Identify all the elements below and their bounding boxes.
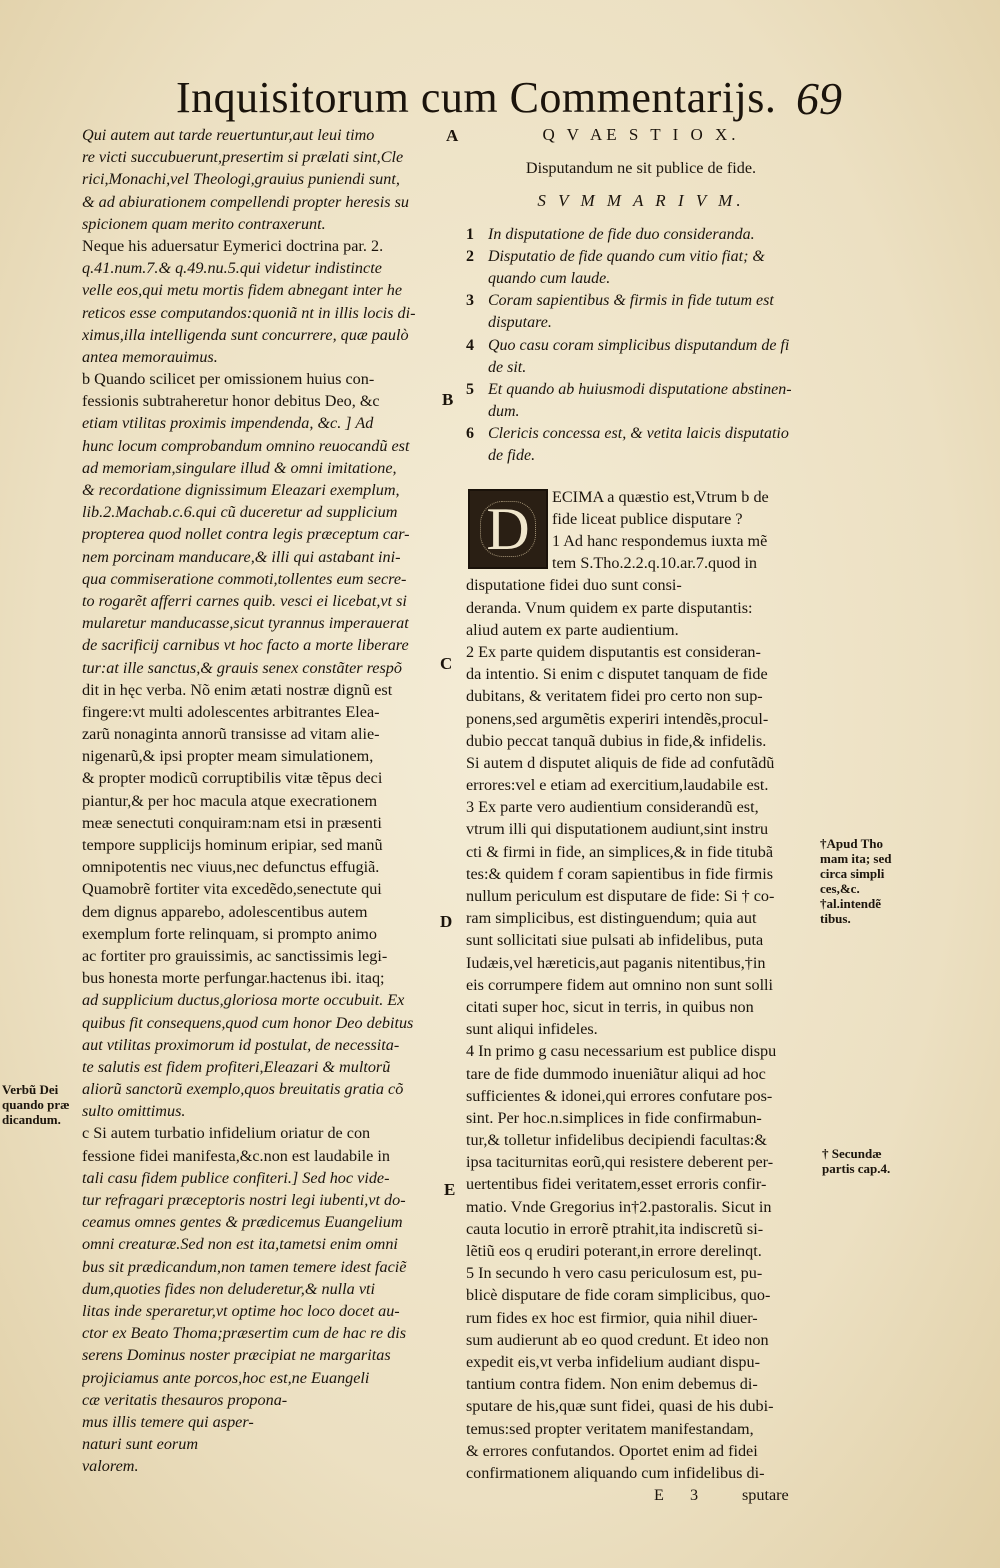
text-line: 4 In primo g casu necessarium est publice dispu — [466, 1042, 777, 1061]
text-line: valorem. — [82, 1457, 139, 1476]
text-line: omnipotentis nec viuus,nec defunctus effugiã. — [82, 858, 380, 877]
right-column — [466, 124, 816, 1506]
text-line: ECIMA a quæstio est,Vtrum b de — [552, 487, 769, 506]
text-line: tur refragari præceptoris nostri legi iubenti,vt do- — [82, 1191, 406, 1209]
text-line: projiciamus ante porcos,hoc est,ne Euangeli — [82, 1368, 370, 1387]
summary-item — [466, 335, 816, 357]
question-body — [466, 574, 816, 1484]
text-line: ac fortiter pro grauissimis, ac sanctissimis legi- — [82, 946, 388, 965]
text-line: nullum periculum est disputare de fide: Si † co- — [466, 887, 775, 905]
text-line: aliud autem ex parte audientium. — [466, 620, 679, 639]
text-line: aut vtilitas proximorum id postulat, de necessita- — [82, 1035, 400, 1054]
text-line: velle eos,qui metu mortis fidem abnegant inter he — [82, 281, 403, 300]
text-line: blicè disputare de fide coram simplicibus, quo- — [466, 1286, 771, 1305]
text-line: ponens,sed argumẽtis experiri intendẽs,procul- — [466, 709, 769, 728]
catchline — [466, 1484, 816, 1506]
text-line: ad supplicium ductus,gloriosa morte occubuit. Ex — [82, 991, 405, 1010]
opening-paragraph — [466, 486, 816, 575]
summary-item — [466, 445, 816, 467]
summary-text: Coram sapientibus & firmis in fide tutum est — [488, 292, 774, 310]
gutter-letter-d: D — [440, 912, 453, 931]
margin-note-line: †Apud Tho — [820, 836, 883, 851]
text-line: cauta locutio in errorẽ ptrahit,ita indiscretũ si- — [466, 1219, 764, 1238]
gutter-letter-a: A — [446, 126, 459, 145]
summary-number: 6 — [466, 425, 474, 443]
summary-item — [466, 401, 816, 423]
margin-note-line: circa simpli — [820, 866, 885, 881]
text-line: ctor ex Beato Thoma;præsertim cum de hac re dis — [82, 1324, 406, 1343]
summary-number: 4 — [466, 336, 474, 354]
text-line: confirmationem aliquando cum infidelibus di- — [466, 1463, 765, 1482]
text-line: tur:at ille sanctus,& grauis senex constãter respõ — [82, 658, 402, 677]
text-line: & recordatione dignissimum Eleazari exemplum, — [82, 481, 400, 499]
text-line: dem dignus apparebo, adolescentibus autem — [82, 902, 368, 921]
margin-note-line: mam ita; sed — [820, 851, 892, 866]
text-line: fide liceat publice disputare ? — [552, 509, 743, 528]
text-line: ad memoriam,singulare illud & omni imitatione, — [82, 458, 397, 477]
text-line: propterea quod nollet contra legis præceptum car- — [82, 525, 410, 544]
text-line: spicionem quam merito contraxerunt. — [82, 214, 326, 233]
text-line: & errores confutandos. Oportet enim ad fidei — [466, 1441, 758, 1460]
text-line: hunc locum comprobandum omnino reuocandũ est — [82, 436, 410, 455]
text-line: zarũ nonaginta annorũ transisse ad vitam alie- — [82, 725, 380, 744]
text-line: sunt aliqui infideles. — [466, 1020, 598, 1039]
text-line: 2 Ex parte quidem disputantis est consideran- — [466, 642, 761, 661]
text-line: etiam vtilitas proximis impendenda, &c. ] Ad — [82, 414, 374, 433]
summary-heading: S V M M A R I V M. — [537, 191, 745, 211]
text-line: tantium contra fidem. Non enim debemus di- — [466, 1375, 758, 1394]
text-line: sum audierunt ab eo quod credunt. Et ideo non — [466, 1330, 769, 1349]
text-line: dit in hęc verba. Nõ enim ætati nostræ dignũ est — [82, 680, 393, 699]
summary-item — [466, 379, 816, 401]
margin-note-left — [2, 1082, 70, 1127]
text-line: matio. Vnde Gregorius in†2.pastoralis. Sicut in — [466, 1197, 772, 1216]
summary-text: Quo casu coram simplicibus disputandum de fi — [488, 336, 790, 354]
text-line: da intentio. Si enim c disputet tanquam de fide — [466, 665, 768, 684]
text-line: & propter modicũ corruptibilis vitæ tẽpus deci — [82, 769, 383, 788]
text-line: c Si autem turbatio infidelium oriatur de con — [82, 1124, 371, 1143]
text-line: temus:sed propter veritatem manifestandam, — [466, 1419, 754, 1438]
decorated-initial: D — [468, 489, 548, 569]
text-line: naturi sunt eorum — [82, 1435, 199, 1454]
text-line: aliorũ sanctorũ exemplo,quos breuitatis gratia cõ — [82, 1080, 404, 1099]
summary-number: 1 — [466, 225, 474, 243]
summary-item — [466, 312, 816, 334]
summary-text: Et quando ab huiusmodi disputatione abstinen- — [488, 380, 792, 398]
text-line: ximus,illa intelligenda sunt concurrere, quæ paulò — [82, 325, 409, 344]
text-line: sunt sollicitati siue pulsati ab infidelibus, puta — [466, 931, 764, 950]
text-line: quibus fit consequens,quod cum honor Deo debitus — [82, 1013, 414, 1032]
margin-note-right-2 — [822, 1146, 890, 1176]
text-line: sputare de his,quæ sunt fidei, quasi de his dubi- — [466, 1397, 774, 1416]
summary-text: de fide. — [488, 447, 536, 465]
text-line: re victi succubuerunt,presertim si prælati sint,Cle — [82, 148, 404, 167]
text-line: to rogarẽt afferri carnes quib. vesci ei licebat,vt si — [82, 591, 407, 610]
text-line: nigenarũ,& ipsi propter meam simulationem, — [82, 747, 374, 766]
question-title: Disputandum ne sit publice de fide. — [525, 159, 757, 178]
summary-list — [466, 224, 816, 468]
text-line: bus honesta morte perfungar.hactenus ibi. itaq; — [82, 969, 385, 988]
text-line: citati super hoc, sicut in terris, in quibus non — [466, 997, 754, 1016]
text-line: Qui autem aut tarde reuertuntur,aut leui timo — [82, 126, 375, 144]
summary-text: disputare. — [488, 314, 552, 332]
text-line: tem S.Tho.2.2.q.10.ar.7.quod in — [552, 554, 758, 573]
text-line: uertentibus fidei veritatem,esset erroris confir- — [466, 1175, 767, 1194]
gutter-letter-e: E — [444, 1180, 456, 1199]
summary-text: Disputatio de fide quando cum vitio fiat; & — [488, 247, 765, 265]
text-line: eis corrumpere fidem aut omnino non sunt solli — [466, 975, 774, 994]
summary-text: In disputatione de fide duo consideranda. — [488, 225, 755, 243]
text-line: Iudæis,vel hæreticis,aut paganis nitentibus,†in — [466, 953, 766, 972]
text-line: sint. Per hoc.n.simplices in fide confirmabun- — [466, 1108, 762, 1127]
text-line: tur,& tolletur infidelibus decipiendi facultas:& — [466, 1131, 767, 1150]
text-line: 5 In secundo h vero casu periculosum est, pu- — [466, 1264, 763, 1283]
text-line: litas inde speraretur,vt optime hoc loco docet au- — [82, 1301, 400, 1320]
text-line: b Quando scilicet per omissionem huius con- — [82, 370, 375, 389]
text-line: meæ senectuti conquiram:nam etsi in præsenti — [82, 813, 382, 832]
text-line: 3 Ex parte vero audientium considerandũ est, — [466, 798, 759, 817]
text-line: mularetur manducasse,sicut tyrannus imperauerat — [82, 614, 409, 633]
text-line: errores:vel e etiam ad exercitium,laudabile est. — [466, 776, 769, 795]
page-number: 69 — [796, 73, 842, 124]
text-line: ipsa taciturnitas eorũ,qui resistere deberent per- — [466, 1153, 774, 1172]
text-line: fessione fidei manifesta,&c.non est laudabile in — [82, 1146, 390, 1165]
summary-number: 5 — [466, 380, 474, 398]
text-line: tare de fide dummodo inueniãtur aliqui ad hoc — [466, 1064, 766, 1083]
text-line: bus sit prædicandum,non tamen temere idest faciẽ — [82, 1257, 407, 1276]
summary-item — [466, 357, 816, 379]
margin-note-line: †al.intendẽ — [820, 896, 882, 911]
text-line: ceamus omnes gentes & prædicemus Euangelium — [82, 1213, 403, 1232]
text-line: & ad abiurationem compellendi propter heresis su — [82, 192, 410, 211]
text-line: antea memorauimus. — [82, 347, 218, 366]
text-line: serens Dominus noster præcipiat ne margaritas — [82, 1346, 391, 1365]
dropcap-lines — [552, 486, 816, 575]
text-line: lẽtiũ eos q erudiri poterant,in errore derelinqt. — [466, 1242, 762, 1260]
summary-item — [466, 290, 816, 312]
text-line: nem porcinam manducare,& illi qui astabant ini- — [82, 547, 401, 566]
margin-note-line: tibus. — [820, 911, 851, 926]
text-line: q.41.num.7.& q.49.nu.5.qui videtur indistincte — [82, 259, 382, 278]
text-line: cæ veritatis thesauros propona- — [82, 1390, 288, 1409]
text-line: te salutis est fidem profiteri,Eleazari & multorũ — [82, 1057, 391, 1076]
text-line: cti & firmi in fide, an simplices,& in fide titubã — [466, 842, 774, 861]
gutter-letter-c: C — [440, 654, 453, 673]
summary-text: Clericis concessa est, & vetita laicis disputatio — [488, 425, 789, 443]
text-line: mus illis temere qui asper- — [82, 1412, 254, 1431]
text-line: dum,quoties fides non deluderetur,& nulla vti — [82, 1279, 375, 1298]
summary-item — [466, 246, 816, 268]
margin-note-right-1 — [820, 836, 892, 926]
text-line: piantur,& per hoc macula atque execrationem — [82, 791, 378, 810]
margin-note-line: † Secundæ — [822, 1146, 882, 1161]
text-line: tes:& quidem f coram sapientibus in fide firmis — [466, 864, 774, 883]
text-line: qua commiseratione commoti,tollentes eum secre- — [82, 569, 407, 588]
margin-note-line: dicandum. — [2, 1112, 61, 1127]
summary-number: 2 — [466, 247, 474, 265]
margin-note-line: partis cap.4. — [822, 1161, 891, 1176]
text-line: sulto omittimus. — [82, 1102, 186, 1121]
summary-number: 3 — [466, 292, 474, 310]
text-line: dubio peccat tanquã dubius in fide,& infidelis. — [466, 731, 767, 750]
margin-note-line: ces,&c. — [820, 881, 860, 896]
text-line: Neque his aduersatur Eymerici doctrina par. 2. — [82, 236, 384, 255]
text-line: Quamobrẽ fortiter vita excedẽdo,senectute qui — [82, 880, 382, 899]
summary-item — [466, 423, 816, 445]
text-line: fessionis subtraheretur honor debitus Deo, &c — [82, 392, 380, 411]
gutter-letter-b: B — [442, 390, 454, 409]
signature-number: 3 — [690, 1486, 699, 1505]
text-line: disputatione fidei duo sunt consi- — [466, 576, 682, 595]
text-line: rum fides ex hoc est firmior, quia nihil diuer- — [466, 1308, 758, 1327]
margin-note-line: Verbũ Dei — [2, 1082, 59, 1097]
text-line: tempore supplicijs hominum eripiar, sed manũ — [82, 836, 383, 854]
text-line: de sacrificij carnibus vt hoc facto a morte liberare — [82, 636, 409, 655]
summary-item — [466, 268, 816, 290]
text-line: Si autem d disputet aliquis de fide ad confutãdũ — [466, 753, 775, 772]
text-line: lib.2.Machab.c.6.qui cũ duceretur ad supplicium — [82, 503, 398, 522]
text-line: 1 Ad hanc respondemus iuxta mẽ — [552, 532, 768, 550]
text-line: fingere:vt multi adolescentes arbitrantes Elea- — [82, 702, 380, 721]
text-line: exemplum forte relinquam, si prompto animo — [82, 924, 377, 943]
left-column — [82, 124, 446, 1477]
summary-text: quando cum laude. — [488, 269, 611, 287]
text-line: tali casu fidem publice confiteri.] Sed hoc vide- — [82, 1168, 390, 1187]
text-line: expedit eis,vt verba infidelium audiant dispu- — [466, 1352, 760, 1371]
signature-mark: E — [654, 1486, 664, 1505]
running-title: Inquisitorum cum Commentarijs. — [176, 73, 777, 122]
summary-text: de sit. — [488, 358, 527, 376]
question-heading: Q V AE S T I O X. — [542, 125, 740, 144]
catchword: sputare — [742, 1486, 789, 1505]
text-line: omni creaturæ.Sed non est ita,tametsi enim omni — [82, 1235, 398, 1254]
text-line: sufficientes & idonei,qui errores confutare pos- — [466, 1086, 773, 1105]
text-line: rici,Monachi,vel Theologi,grauius puniendi sunt, — [82, 170, 400, 189]
text-line: dubitans, & veritatem fidei pro certo non sup- — [466, 687, 763, 706]
margin-note-line: quando præ — [2, 1097, 70, 1112]
summary-text: dum. — [488, 403, 520, 421]
text-line: reticos esse computandos:quoniã nt in illis locis di- — [82, 303, 416, 322]
summary-item — [466, 224, 816, 246]
text-line: ram simplicibus, est distinguendum; quia aut — [466, 909, 757, 928]
text-line: vtrum illi qui disputationem audiunt,sint instru — [466, 820, 769, 839]
text-line: deranda. Vnum quidem ex parte disputantis: — [466, 598, 753, 617]
